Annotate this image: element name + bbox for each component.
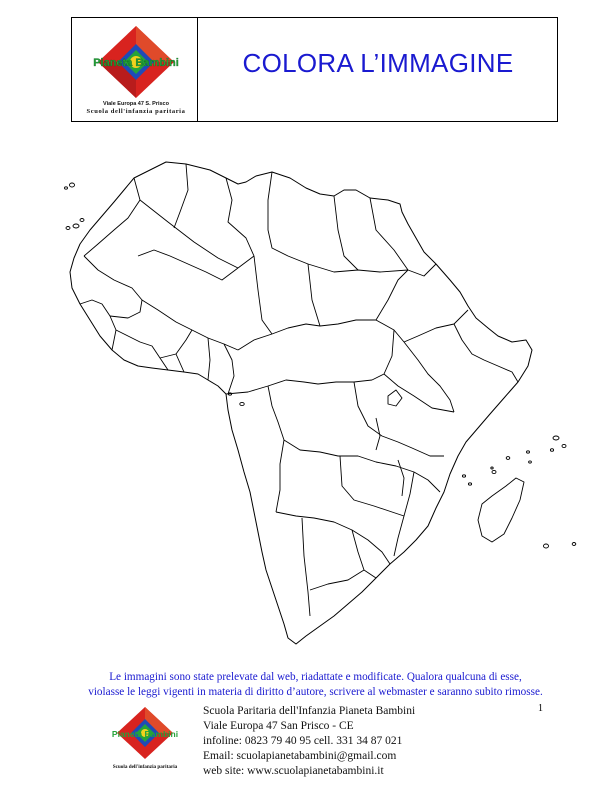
footer-school: Scuola Paritaria dell'Infanzia Pianeta Bambini bbox=[203, 705, 416, 717]
africa-coastline bbox=[70, 162, 532, 644]
islands bbox=[65, 183, 576, 548]
disclaimer bbox=[28, 670, 603, 699]
footer-website[interactable]: web site: www.scuolapianetabambini.it bbox=[203, 765, 384, 777]
footer-address: Viale Europa 47 San Prisco - CE bbox=[203, 720, 354, 732]
madagascar bbox=[478, 478, 524, 542]
footer-logo-name: Pianeta Bambini bbox=[111, 729, 179, 739]
logo-name: Pianeta Bambini bbox=[93, 57, 179, 69]
africa-map-icon bbox=[58, 160, 598, 655]
footer-phone: infoline: 0823 79 40 95 cell. 331 34 87 021 bbox=[203, 735, 403, 747]
page-title: COLORA L’IMMAGINE bbox=[242, 48, 514, 78]
page-number: 1 bbox=[538, 703, 543, 714]
disclaimer-line-2: violasse le leggi vigenti in materia di diritto d’autore, scrivere al webmaster e saranno subito rimosse. bbox=[88, 685, 543, 698]
logo-address: Viale Europa 47 S. Prisco bbox=[103, 101, 169, 107]
logo-subtitle: Scuola dell'infanzia paritaria bbox=[86, 108, 186, 115]
logo-name-banner bbox=[84, 56, 188, 69]
footer-logo bbox=[97, 705, 193, 771]
footer-logo-subtitle: Scuola dell'infanzia paritaria bbox=[112, 764, 178, 770]
country-borders bbox=[80, 164, 518, 616]
footer-info bbox=[203, 704, 415, 779]
footer-email[interactable]: Email: scuolapianetabambini@gmail.com bbox=[203, 750, 397, 762]
school-logo bbox=[78, 22, 194, 118]
disclaimer-line-1: Le immagini sono state prelevate dal web, riadattate e modificate. Qualora qualcuna di esse, bbox=[109, 671, 522, 683]
